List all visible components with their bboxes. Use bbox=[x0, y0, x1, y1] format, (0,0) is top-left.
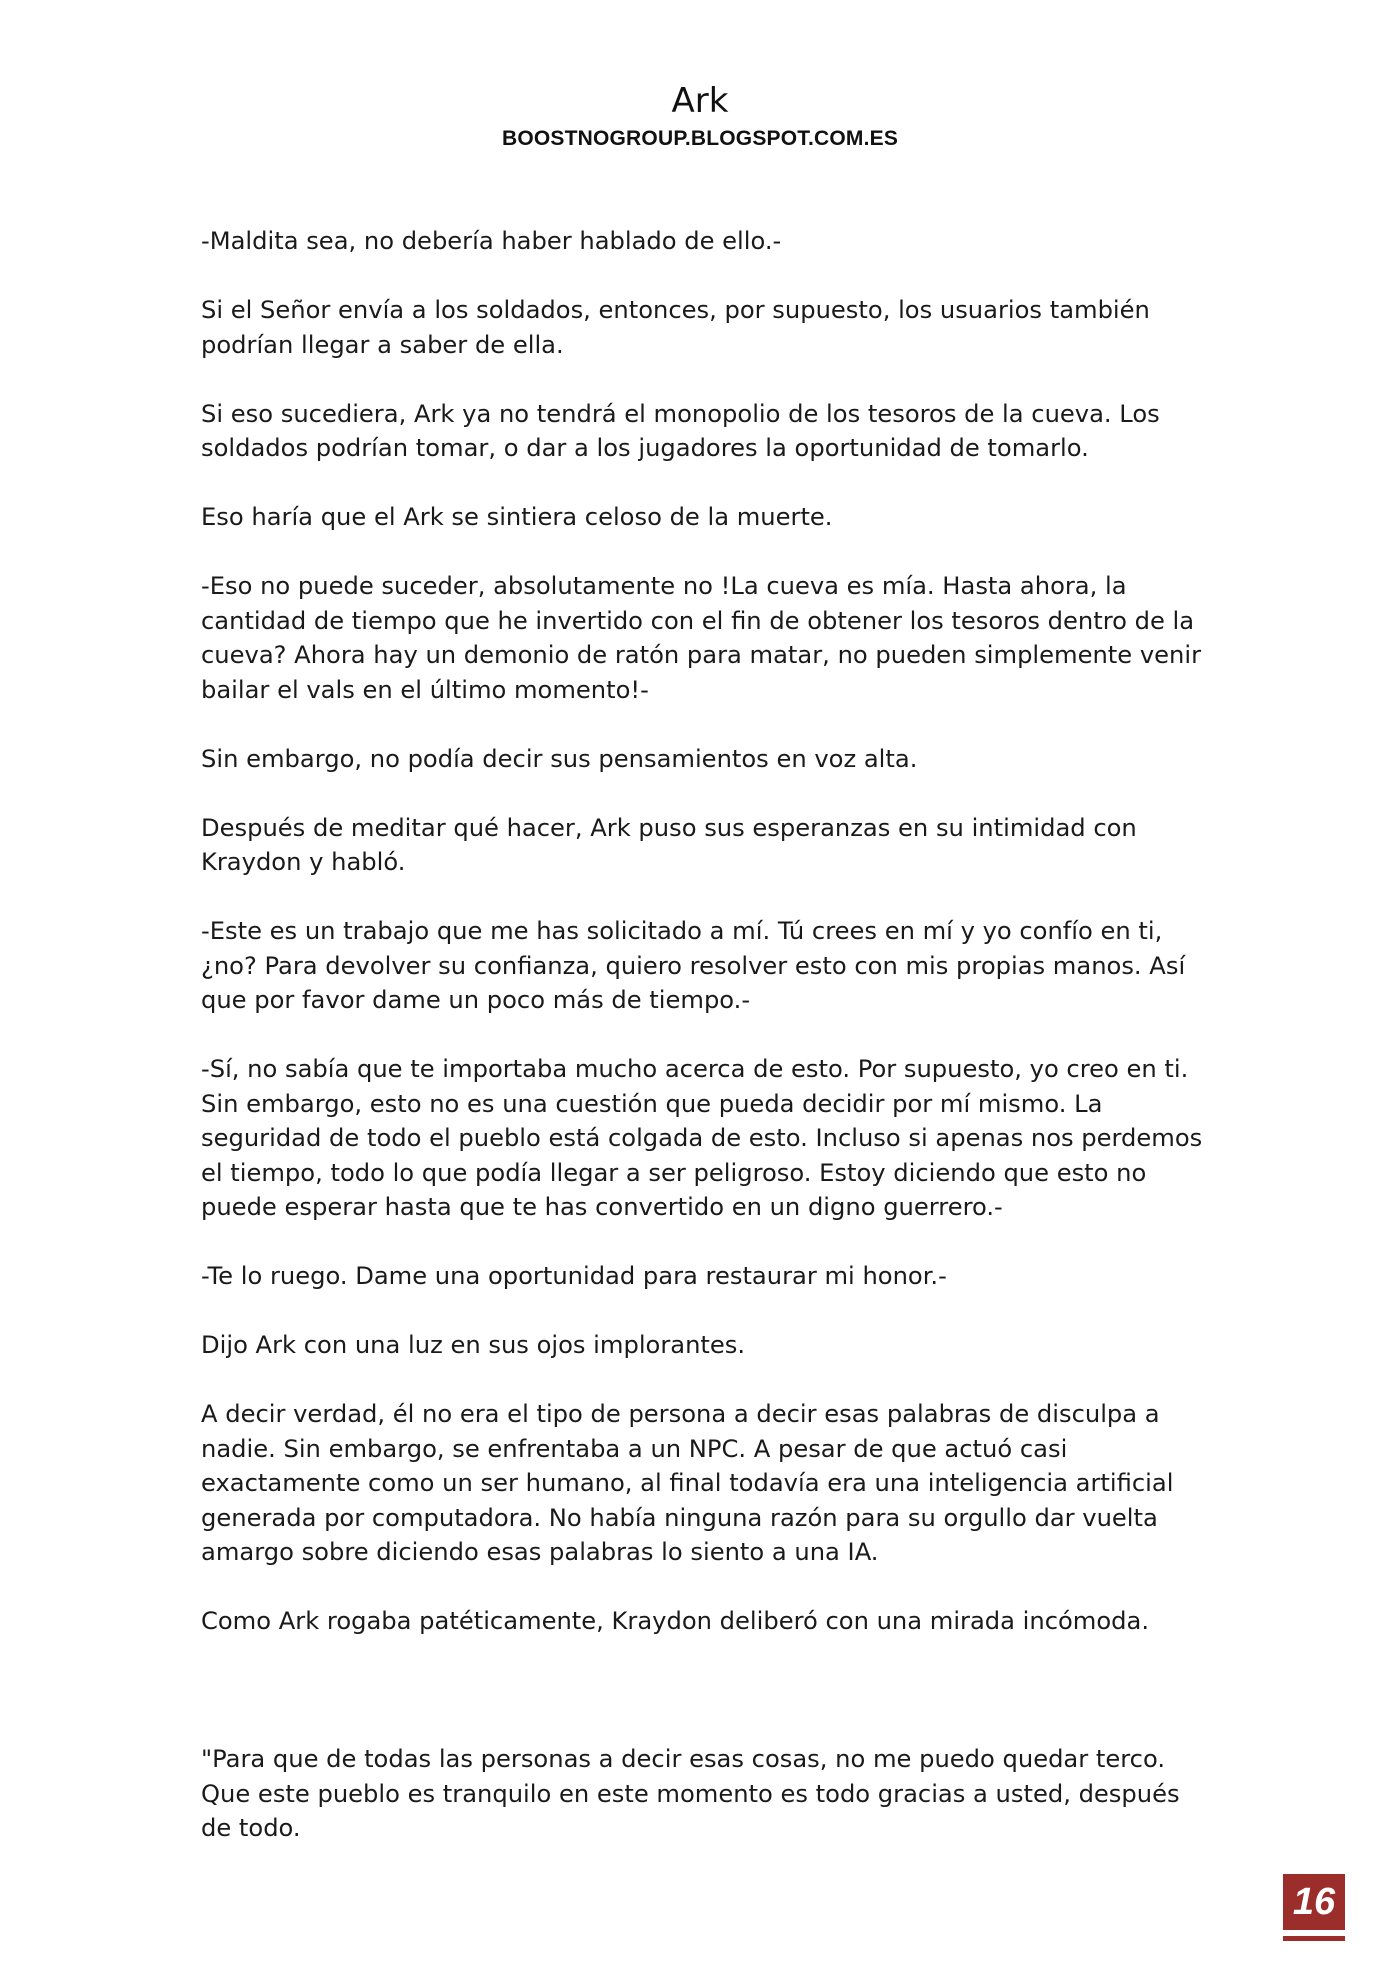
paragraph: Después de meditar qué hacer, Ark puso sus esperanzas en su intimidad con Kraydon y habló. bbox=[201, 813, 1137, 876]
body-text bbox=[201, 224, 1211, 1880]
book-title: Ark bbox=[671, 81, 729, 121]
paragraph: Si eso sucediera, Ark ya no tendrá el monopolio de los tesoros de la cueva. Los soldados podrían tomar, o dar a los jugadores la oportunidad de tomarlo. bbox=[201, 399, 1160, 462]
paragraph: -Eso no puede suceder, absolutamente no !La cueva es mía. Hasta ahora, la cantidad de tiempo que he invertido con el fin de obtener los tesoros dentro de la cueva? Ahora hay un demonio de ratón para matar, no pueden simplemente venir bailar el vals en el último momento!- bbox=[201, 572, 1202, 704]
paragraph: -Este es un trabajo que me has solicitado a mí. Tú crees en mí y yo confío en ti, ¿no? Para devolver su confianza, quiero resolver esto con mis propias manos. Así que por favor dame un poco más de tiempo.- bbox=[201, 917, 1186, 1014]
page-number-rule bbox=[1283, 1936, 1345, 1941]
page-number: 16 bbox=[1283, 1874, 1345, 1930]
paragraph: Dijo Ark con una luz en sus ojos implorantes. bbox=[201, 1331, 746, 1359]
page-header bbox=[0, 80, 1400, 154]
paragraph: Sin embargo, no podía decir sus pensamientos en voz alta. bbox=[201, 744, 918, 773]
paragraph: -Maldita sea, no debería haber hablado de ello.- bbox=[201, 227, 782, 255]
paragraph: -Te lo ruego. Dame una oportunidad para restaurar mi honor.- bbox=[201, 1262, 947, 1290]
paragraph: -Sí, no sabía que te importaba mucho acerca de esto. Por supuesto, yo creo en ti. Sin embargo, esto no es una cuestión que pueda decidir por mí mismo. La seguridad de todo el pueblo está colgada de esto. Incluso si apenas nos perdemos el tiempo, todo lo que podía llegar a ser peligroso. Estoy diciendo que esto no puede esperar hasta que te has convertido en un digno guerrero.- bbox=[201, 1055, 1203, 1221]
paragraph: Si el Señor envía a los soldados, entonces, por supuesto, los usuarios también podrían llegar a saber de ella. bbox=[201, 296, 1150, 359]
paragraph: "Para que de todas las personas a decir esas cosas, no me puedo quedar terco. Que este pueblo es tranquilo en este momento es todo gracias a usted, después de todo. bbox=[201, 1745, 1180, 1842]
paragraph: Eso haría que el Ark se sintiera celoso de la muerte. bbox=[201, 503, 833, 531]
site-url: BOOSTNOGROUP.BLOGSPOT.COM.ES bbox=[501, 127, 899, 150]
paragraph: A decir verdad, él no era el tipo de persona a decir esas palabras de disculpa a nadie. Sin embargo, se enfrentaba a un NPC. A pesar de que actuó casi exactamente como un ser humano, al final todavía era una inteligencia artificial generada por computadora. No había ninguna razón para su orgullo dar vuelta amargo sobre diciendo esas palabras lo siento a una IA. bbox=[201, 1400, 1174, 1566]
paragraph: Como Ark rogaba patéticamente, Kraydon deliberó con una mirada incómoda. bbox=[201, 1607, 1150, 1635]
